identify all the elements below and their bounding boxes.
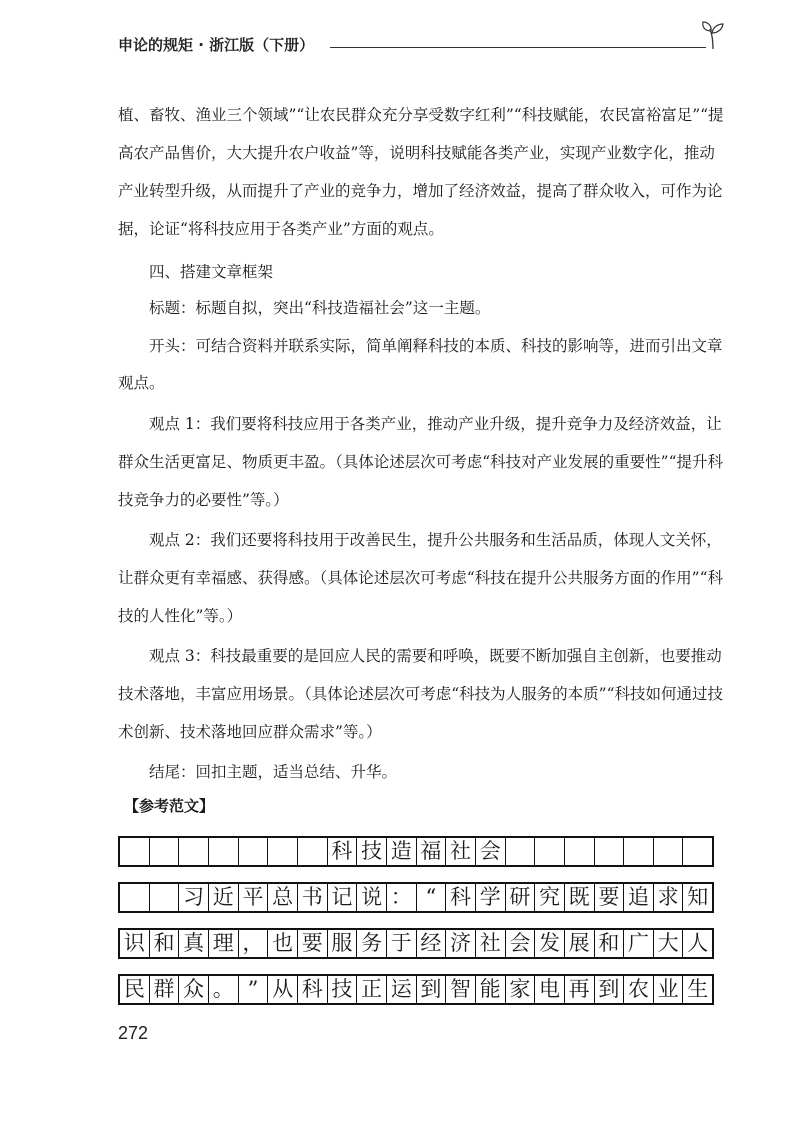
grid-cell: [209, 838, 239, 865]
grid-cell: 群: [150, 976, 180, 1003]
essay-grid-row: [118, 882, 714, 913]
leaf-icon: [700, 20, 726, 50]
grid-cell: 业: [654, 976, 684, 1003]
page-number: 272: [118, 1023, 149, 1043]
grid-cell: 。: [209, 976, 239, 1003]
grid-cell: 再: [565, 976, 595, 1003]
grid-cell: [268, 838, 298, 865]
title-guidance: 标题：标题自拟，突出“科技造福社会”这一主题。: [149, 299, 491, 317]
ending-guidance: 结尾：回扣主题，适当总结、升华。: [149, 763, 398, 781]
grid-cell: 生: [687, 977, 709, 1001]
grid-cell: 和: [150, 930, 180, 957]
viewpoint-1: 观点 1：我们要将科技应用于各类产业，推动产业升级，提升竞争力及经济效益，让群众生活更富足、物质更丰盈。（具体论述层次可考虑“科技对产业发展的重要性”“提升科技竞争力的必要性”等。）: [118, 415, 724, 509]
grid-cell: 科: [298, 976, 328, 1003]
grid-cell: 科: [446, 884, 476, 911]
grid-cell: 广: [624, 930, 654, 957]
grid-cell: [535, 838, 565, 865]
grid-cell: [654, 838, 684, 865]
running-header: [118, 30, 720, 60]
grid-cell: 要: [595, 884, 625, 911]
essay-grid-row: [118, 974, 714, 1005]
grid-cell: 家: [506, 976, 536, 1003]
grid-cell: 研: [506, 884, 536, 911]
grid-cell: [120, 884, 150, 911]
opening-guidance: 开头：可结合资料并联系实际，简单阐释科技的本质、科技的影响等，进而引出文章观点。: [118, 337, 723, 392]
grid-cell: 造: [387, 838, 417, 865]
grid-cell: 理: [209, 930, 239, 957]
reference-essay-label: 【参考范文】: [124, 797, 215, 815]
grid-cell: 近: [209, 884, 239, 911]
grid-cell: 技: [357, 838, 387, 865]
grid-cell: 也: [268, 930, 298, 957]
grid-cell: 说: [357, 884, 387, 911]
grid-cell: 习: [179, 884, 209, 911]
grid-cell: 到: [595, 976, 625, 1003]
grid-cell: “: [417, 884, 447, 911]
grid-cell: [595, 838, 625, 865]
paragraph-evidence: 植、畜牧、渔业三个领域”“让农民群众充分享受数字红利”“科技赋能，农民富裕富足”“提高农产品售价，大大提升农户收益”等，说明科技赋能各类产业，实现产业数字化，推动产业转型升级，从而提升了产业的竞争力，增加了经济效益，提高了群众收入，可作为论据，论证“将科技应用于各类产业”方面的观点。: [118, 106, 724, 238]
grid-cell: ”: [239, 976, 269, 1003]
grid-cell: 服: [328, 930, 358, 957]
grid-cell: ，: [239, 930, 269, 957]
grid-cell: [150, 884, 180, 911]
grid-cell: 众: [179, 976, 209, 1003]
grid-cell: 平: [239, 884, 269, 911]
grid-cell: 福: [417, 838, 447, 865]
grid-cell: 和: [595, 930, 625, 957]
header-rule: [330, 47, 706, 48]
grid-cell: 社: [476, 930, 506, 957]
grid-cell: 从: [268, 976, 298, 1003]
grid-cell: [506, 838, 536, 865]
viewpoint-3: 观点 3：科技最重要的是回应人民的需要和呼唤，既要不断加强自主创新，也要推动技术落地，丰富应用场景。（具体论述层次可考虑“科技为人服务的本质”“科技如何通过技术创新、技术落地回应群众需求”等。）: [118, 647, 724, 741]
grid-cell: 会: [476, 838, 506, 865]
grid-cell: 展: [565, 930, 595, 957]
grid-cell: 人: [687, 931, 709, 955]
grid-cell: 科: [328, 838, 358, 865]
grid-cell: 书: [298, 884, 328, 911]
grid-cell: 追: [624, 884, 654, 911]
grid-cell: 要: [298, 930, 328, 957]
grid-cell: [150, 838, 180, 865]
grid-cell: [683, 838, 712, 865]
essay-grid-row: [118, 836, 714, 867]
grid-cell: 记: [328, 884, 358, 911]
grid-cell: [565, 838, 595, 865]
grid-cell: [624, 838, 654, 865]
grid-cell: 到: [417, 976, 447, 1003]
grid-cell: [298, 838, 328, 865]
grid-cell: 发: [535, 930, 565, 957]
grid-cell: 真: [179, 930, 209, 957]
grid-cell: 技: [328, 976, 358, 1003]
grid-cell: 能: [476, 976, 506, 1003]
section-heading: 四、搭建文章框架: [149, 263, 274, 281]
grid-cell: 社: [446, 838, 476, 865]
grid-cell: ：: [387, 884, 417, 911]
grid-cell: 求: [654, 884, 684, 911]
grid-cell: [239, 838, 269, 865]
grid-cell: 识: [120, 930, 150, 957]
essay-grid-row: [118, 928, 714, 959]
grid-cell: 电: [535, 976, 565, 1003]
book-title: 申论的规矩 · 浙江版（下册）: [118, 36, 315, 54]
grid-cell: 济: [446, 930, 476, 957]
grid-cell: 正: [357, 976, 387, 1003]
grid-cell: 务: [357, 930, 387, 957]
grid-cell: 知: [687, 885, 709, 909]
grid-cell: 经: [417, 930, 447, 957]
grid-cell: 农: [624, 976, 654, 1003]
viewpoint-2: 观点 2：我们还要将科技用于改善民生，提升公共服务和生活品质，体现人文关怀，让群众更有幸福感、获得感。（具体论述层次可考虑“科技在提升公共服务方面的作用”“科技的人性化”等。）: [118, 531, 724, 625]
grid-cell: 会: [506, 930, 536, 957]
grid-cell: 智: [446, 976, 476, 1003]
grid-cell: 于: [387, 930, 417, 957]
grid-cell: 民: [120, 976, 150, 1003]
grid-cell: 学: [476, 884, 506, 911]
grid-cell: 运: [387, 976, 417, 1003]
grid-cell: [179, 838, 209, 865]
grid-cell: 究: [535, 884, 565, 911]
grid-cell: [120, 838, 150, 865]
grid-cell: 大: [654, 930, 684, 957]
grid-cell: 总: [268, 884, 298, 911]
grid-cell: 既: [565, 884, 595, 911]
